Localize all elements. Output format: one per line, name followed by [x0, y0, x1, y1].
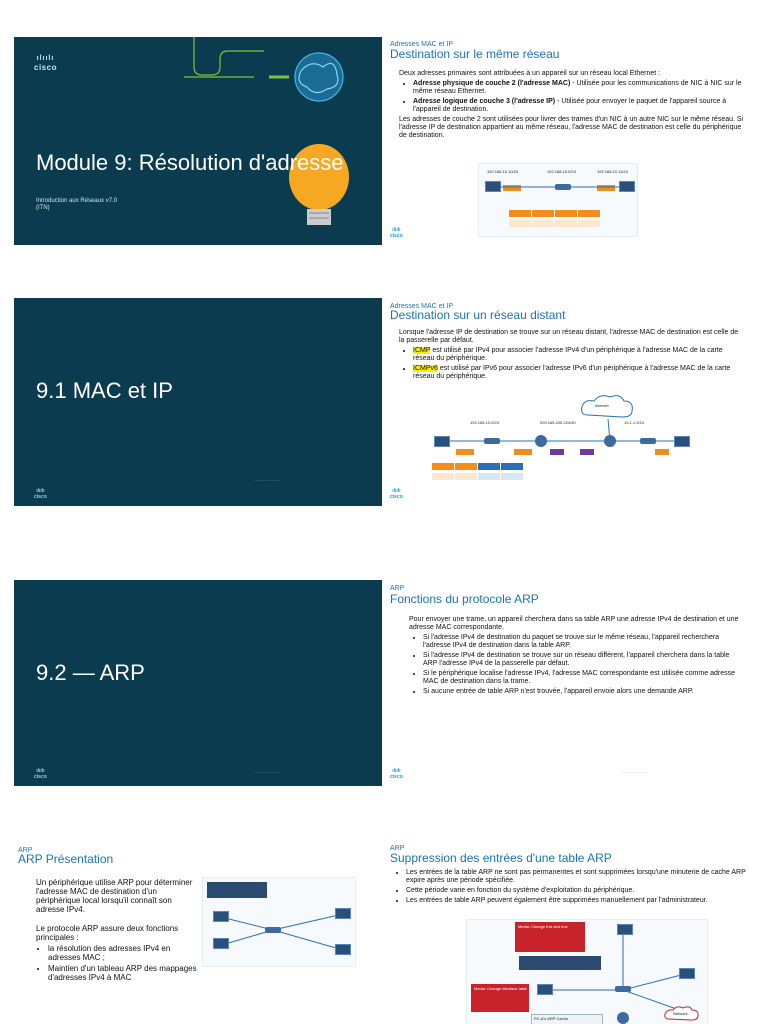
mac-tag: [550, 449, 564, 455]
ip-label: 192.168.10.11/24: [597, 169, 628, 174]
paragraph-text: Le protocole ARP assure deux fonctions principales :: [36, 924, 179, 942]
slide-kicker: Adresses MAC et IP: [390, 303, 454, 310]
table-cell: [432, 473, 454, 480]
section-title: 9.1 MAC et IP: [36, 378, 173, 403]
pc-icon: [213, 938, 229, 949]
intro-text: Deux adresses primaires sont attribuées à un appareil sur un réseau local Ethernet :: [399, 70, 661, 77]
table-cell: [455, 463, 477, 470]
table-cell: [501, 473, 523, 480]
cisco-logo: ılıılı cisco: [34, 55, 57, 72]
pc-icon: [213, 911, 229, 922]
slide-title: Destination sur le même réseau: [390, 47, 560, 61]
section-title: 9.2 — ARP: [36, 660, 145, 685]
bullet-text: est utilisé par IPv6 pour associer l'adresse IPv6 d'un périphérique à l'adresse MAC de la carte réseau du périphérique.: [413, 365, 731, 380]
arp-cache-table: [531, 1014, 603, 1024]
slide-same-network: [386, 37, 754, 245]
cache-title: PC-A's ARP Cache: [534, 1016, 569, 1021]
frame-header-table: [509, 210, 601, 217]
cisco-logo: ılıılı cisco: [390, 227, 403, 239]
cisco-logo: ılıılı cisco: [390, 768, 403, 780]
frame-values-table: [509, 220, 601, 227]
pc-icon: [617, 924, 633, 935]
bullet-item: • Si aucune entrée de table ARP n'est trouvée, l'appareil envoie alors une demande ARP.: [423, 688, 739, 696]
slide-footer: — — — — — — —: [254, 770, 281, 774]
bullet-item: • Cette période varie en fonction du système d'exploitation du périphérique.: [406, 887, 750, 895]
slide-kicker: Adresses MAC et IP: [390, 41, 454, 48]
bullet-list: [392, 869, 750, 905]
callout-label: Media: Change this text box: [518, 924, 568, 929]
bullet-list: [399, 347, 739, 381]
callout-label: Media: Change interface label: [474, 986, 528, 991]
slide-body: [36, 878, 201, 984]
switch-icon: [484, 438, 500, 444]
mac-tag: [580, 449, 594, 455]
slide-remote-network: [386, 298, 754, 506]
cloud-label: Internet: [595, 403, 609, 408]
course-subtitle: [36, 198, 117, 212]
slide-title: ARP Présentation: [18, 852, 114, 866]
highlighted-term: ICMP: [413, 347, 431, 354]
bullet-bold: Adresse logique de couche 3 (l'adresse IP): [413, 98, 556, 105]
table-cell: [501, 463, 523, 470]
cloud-label: Network: [673, 1011, 688, 1016]
switch-icon: [615, 986, 631, 992]
ip-label: 192.168.10.10/24: [487, 169, 519, 174]
slide-title: Destination sur un réseau distant: [390, 308, 566, 322]
ip-label: 10.1.1.0/24: [624, 420, 645, 425]
intro-text: Lorsque l'adresse IP de destination se trouve sur un réseau distant, l'adresse MAC de destination est celle de la passerelle par défaut.: [399, 329, 739, 344]
slide-title: Suppression des entrées d'une table ARP: [390, 851, 612, 865]
table-cell: [509, 210, 531, 217]
slide-arp-functions: [386, 580, 754, 786]
slide-kicker: ARP: [390, 585, 405, 592]
highlighted-term: ICMPv6: [413, 365, 438, 372]
table-cell: [555, 220, 577, 227]
pc-icon: [434, 436, 450, 447]
mac-tag: [514, 449, 532, 455]
cisco-logo: ılıılı cisco: [390, 488, 403, 500]
intro-text: Pour envoyer une trame, un appareil cherchera dans sa table ARP une adresse IPv4 de destination et une adresse MAC correspondante.: [409, 616, 739, 631]
bullet-list: [399, 80, 747, 114]
bullet-item: • Si l'adresse IPv4 de destination se trouve sur un réseau différent, l'appareil cherchera dans la table ARP l'adresse IPv4 de la passerelle par défaut.: [423, 652, 739, 668]
ip-label: 192.168.10.0/24: [470, 420, 499, 425]
network-diagram: [430, 393, 692, 493]
bullet-item: • Maintien d'un tableau ARP des mappages d'adresses IPv4 à MAC: [48, 964, 201, 982]
course-name: Introduction aux Réseaux v7.0: [36, 198, 118, 204]
pc-icon: [674, 436, 690, 447]
slide-section-9-2: [14, 580, 382, 786]
slide-body: [399, 329, 739, 383]
ip-label: 192.168.10.0/24: [547, 169, 576, 174]
bullet-item: [413, 347, 739, 363]
network-diagram: [478, 163, 638, 237]
arp-diagram: [202, 877, 356, 967]
table-cell: [478, 473, 500, 480]
bullet-text: est utilisé par IPv4 pour associer l'adresse IPv4 d'un périphérique à l'adresse MAC de la carte réseau du périphérique.: [413, 347, 723, 362]
bullet-list: [409, 634, 739, 696]
switch-icon: [265, 927, 281, 933]
table-cell: [432, 463, 454, 470]
switch-icon: [640, 438, 656, 444]
slide-kicker: ARP: [390, 845, 405, 852]
pc-icon: [335, 908, 351, 919]
slide-footer: — — — — — — —: [622, 770, 649, 774]
bullet-list: [36, 944, 201, 982]
cisco-logo: ılıılı cisco: [34, 768, 47, 780]
mac-tag: [655, 449, 669, 455]
slide-body: [409, 616, 739, 698]
link-lines: [203, 878, 355, 966]
table-cell: [532, 220, 554, 227]
bullet-item: [413, 98, 747, 114]
slide-kicker: ARP: [18, 847, 33, 854]
bullet-item: • Les entrées de la table ARP ne sont pas permanentes et sont supprimées lorsqu'une minuterie de cache ARP expire après une période spécifiée.: [406, 869, 750, 885]
table-cell: [532, 210, 554, 217]
pc-icon: [335, 944, 351, 955]
ip-label: 209.165.200.224/30: [540, 420, 576, 425]
slide-body: [399, 70, 747, 140]
table-cell: [555, 210, 577, 217]
router-icon: [535, 435, 547, 447]
bullet-item: • Si l'adresse IPv4 de destination du paquet se trouve sur le même réseau, l'appareil recherchera l'adresse IPv4 de destination dans la table ARP.: [423, 634, 739, 650]
bullet-bold: Adresse physique de couche 2 (l'adresse MAC): [413, 80, 571, 87]
bullet-item: [413, 80, 747, 96]
slide-arp-overview: [14, 843, 382, 1024]
bullet-item: • Si le périphérique localise l'adresse IPv4, l'adresse MAC correspondante est utilisée comme adresse MAC de destination dans la trame.: [423, 670, 739, 686]
table-cell: [455, 473, 477, 480]
mac-tag: [456, 449, 474, 455]
pc-icon: [679, 968, 695, 979]
course-code: (ITN): [36, 205, 50, 211]
bullet-text: - Utilisée pour les communications de NIC à NIC sur le même réseau Ethernet.: [413, 80, 742, 95]
frame-header-table: [432, 463, 524, 470]
frame-values-table: [432, 473, 524, 480]
paragraph-text: Un périphérique utilise ARP pour déterminer l'adresse MAC de destination d'un périphérique local lorsqu'il connaît son adresse IPv4.: [36, 878, 193, 914]
slide-footer: — — — — — — —: [254, 478, 281, 482]
module-title: Module 9: Résolution d'adresse: [36, 150, 344, 175]
router-icon: [617, 1012, 629, 1024]
bullet-text: - Utilisée pour envoyer le paquet de l'appareil source à l'appareil de destination.: [413, 98, 727, 113]
table-cell: [578, 220, 600, 227]
paragraph-text: Les adresses de couche 2 sont utilisées pour livrer des trames d'un NIC à un autre NIC sur le même réseau. Si l'adresse IP de destination appartient au même réseau, l'adresse MAC de destination est celle du périphérique de destination.: [399, 116, 744, 139]
cable-decoration-icon: [14, 37, 382, 245]
table-cell: [578, 210, 600, 217]
bullet-item: • Les entrées de table ARP peuvent également être supprimées manuellement par l'administrateur.: [406, 897, 750, 905]
arp-cache-diagram: [466, 919, 708, 1024]
slide-body: [392, 867, 750, 907]
cisco-logo: ılıılı cisco: [34, 488, 47, 500]
router-icon: [604, 435, 616, 447]
slide-section-9-1: [14, 298, 382, 506]
pc-icon: [537, 984, 553, 995]
table-cell: [478, 463, 500, 470]
slide-title: Fonctions du protocole ARP: [390, 592, 539, 606]
table-cell: [509, 220, 531, 227]
slide-arp-removal: [386, 843, 754, 1024]
slide-title-module9: [14, 37, 382, 245]
bullet-item: • la résolution des adresses IPv4 en adresses MAC ;: [48, 944, 201, 962]
bullet-item: [413, 365, 739, 381]
